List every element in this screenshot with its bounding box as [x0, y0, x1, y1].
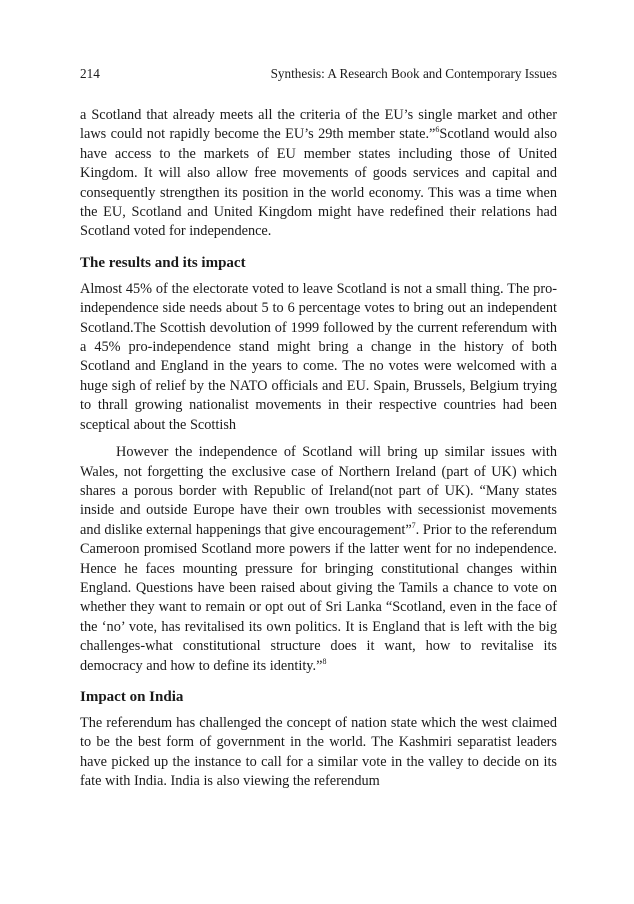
section-heading-results: The results and its impact — [80, 254, 246, 271]
paragraph-text: Scotland would also have access to the markets of EU member states including those of United Kingdom. It will also allow free movements of goods services and capital and consequently strengthen its position in the world economy. This was a time when the EU, Scotland and United Kingdom might have redefined their relations had Scotland voted for independence. — [80, 126, 558, 240]
paragraph-india-impact: The referendum has challenged the concept of nation state which the west claimed to be the best form of government in the world. The Kashmiri separatist leaders have picked up the instance to call for a similar vote in the valley to decide on its fate with India. India is also viewing the referendum — [80, 714, 557, 790]
paragraph-text: a Scotland that already meets all the criteria of the EU’s single market and other laws could not rapidly become the EU’s 29th member state.” — [80, 107, 557, 143]
footnote-marker: 6 — [435, 125, 440, 135]
paragraph-text: . Prior to the referendum Cameroon promised Scotland more powers if the latter went for no independence. Hence he faces mounting pressure for bringing constitutional changes within England. Questions have been raised about giving the Tamils a chance to vote on whether they want to remain or opt out of Sri Lanka “Scotland, even in the face of the ‘no’ vote, has revitalised its own politics. It is England that is left with the big challenges-what constitutional structure does it want, how to revitalise its democracy and how to define its identity.” — [80, 521, 557, 674]
footnote-marker: 8 — [322, 656, 327, 666]
paragraph-results: Almost 45% of the electorate voted to leave Scotland is not a small thing. The pro-independence side needs about 5 to 6 percentage votes to bring out an independent Scotland.The Scottish devolution of 1999 followed by the current referendum with a 45% pro-independence stand might bring a change in the history of both Scotland and England in the years to come. The no votes were welcomed with a huge sigh of relief by the NATO officials and EU. Spain, Brussels, Belgium trying to thrall growing nationalist movements in their respective countries had been sceptical about the Scottish — [80, 280, 557, 433]
running-title: Synthesis: A Research Book and Contemporary Issues — [270, 66, 557, 81]
section-heading-india: Impact on India — [80, 688, 184, 705]
paragraph-eu-membership — [80, 106, 557, 242]
page-number: 214 — [80, 66, 100, 81]
paragraph-independence-issues — [80, 443, 557, 676]
paragraph-text: However the independence of Scotland will bring up similar issues with Wales, not forgetting the exclusive case of Northern Ireland (part of UK) which shares a porous border with Republic of Ireland(not part of UK). “Many states inside and outside Europe have their own troubles with secessionist movements and dislike external happenings that give encouragement” — [80, 444, 557, 538]
footnote-marker: 7 — [411, 520, 416, 530]
running-header — [80, 66, 557, 86]
book-page — [80, 66, 557, 792]
